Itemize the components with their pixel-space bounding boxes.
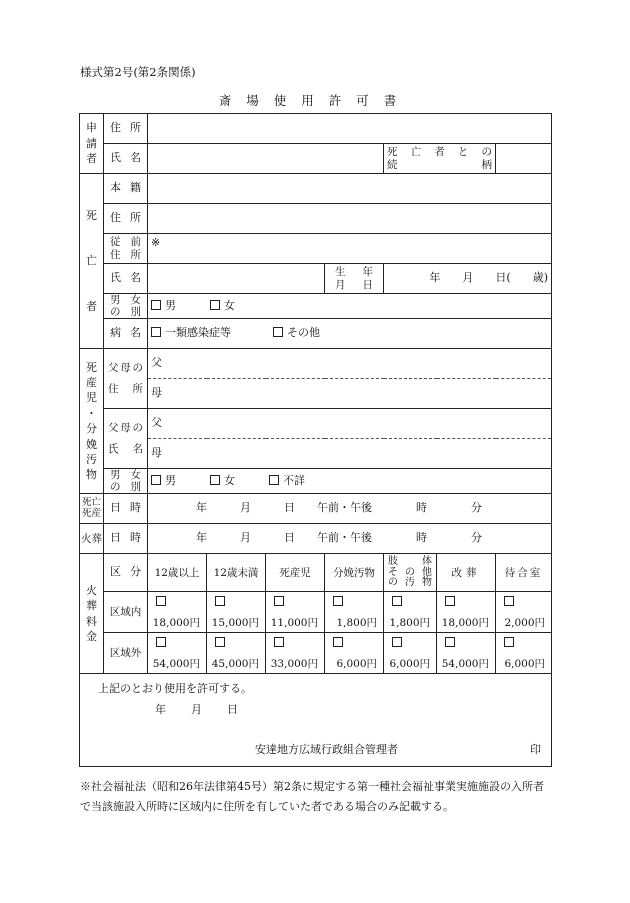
fee-inside-12-over[interactable]: 18,000円 — [151, 592, 203, 632]
death-time-label: 日時 — [104, 494, 148, 524]
mother-name-field[interactable]: 母 — [148, 439, 552, 469]
deceased-name-field[interactable] — [148, 264, 325, 294]
cremation-time-section-label: 火葬 — [80, 524, 104, 554]
stillbirth-female-option[interactable]: 女 — [210, 475, 235, 488]
fee-inside-stillbirth[interactable]: 11,000円 — [269, 592, 321, 632]
deceased-sex-label: 男女 の別 — [104, 294, 148, 319]
cremation-time-field[interactable]: 年 月 日 午前・午後 時 分 — [148, 524, 552, 554]
checkbox[interactable] — [504, 637, 514, 647]
checkbox[interactable] — [273, 327, 283, 337]
page-title: 斎場使用許可書 — [218, 93, 412, 108]
fee-outside-placenta[interactable]: 6,000円 — [328, 633, 380, 673]
stillbirth-male-option[interactable]: 男 — [151, 475, 176, 488]
form-number: 様式第2号(第2条関係) — [80, 65, 196, 79]
birth-label: 生年 月日 — [325, 264, 384, 294]
deceased-name-label: 氏名 — [104, 264, 148, 294]
checkbox[interactable] — [392, 637, 402, 647]
fee-outside-limb[interactable]: 6,000円 — [387, 633, 433, 673]
illness-other-option[interactable]: その他 — [273, 327, 320, 340]
checkbox[interactable] — [445, 637, 455, 647]
relation-label: 死亡者との 続柄 — [384, 144, 496, 174]
checkbox[interactable] — [392, 596, 402, 606]
fee-col-limb: 肢体 その他 の汚物 — [384, 554, 437, 592]
fee-outside-waiting-room[interactable]: 6,000円 — [499, 633, 548, 673]
fee-col-12-under: 12歳未満 — [207, 554, 266, 592]
checkbox[interactable] — [333, 637, 343, 647]
checkbox[interactable] — [269, 475, 279, 485]
checkbox[interactable] — [504, 596, 514, 606]
fee-col-placenta: 分娩汚物 — [325, 554, 384, 592]
permit-statement — [80, 674, 551, 766]
death-time-section-label: 死亡 死産 — [80, 494, 104, 524]
permit-date: 年 月 日 — [155, 703, 239, 717]
fee-inside-12-under[interactable]: 15,000円 — [210, 592, 262, 632]
fee-col-12-over: 12歳以上 — [148, 554, 207, 592]
checkbox[interactable] — [333, 596, 343, 606]
relation-field[interactable] — [496, 144, 552, 174]
father-name-field[interactable]: 父 — [148, 409, 552, 439]
fee-outside-stillbirth[interactable]: 33,000円 — [269, 633, 321, 673]
fee-inside-waiting-room[interactable]: 2,000円 — [499, 592, 548, 632]
applicant-address-label: 住所 — [104, 114, 148, 144]
division-label: 区分 — [104, 554, 148, 592]
inside-area-label: 区域内 — [104, 592, 148, 633]
mother-address-field[interactable]: 母 — [148, 379, 552, 409]
birth-date-field[interactable]: 年 月 日( 歳) — [384, 264, 552, 294]
checkbox[interactable] — [151, 475, 161, 485]
father-address-field[interactable]: 父 — [148, 349, 552, 379]
parents-name-label: 父母の 氏名 — [104, 409, 148, 469]
checkbox[interactable] — [445, 596, 455, 606]
permit-text: 上記のとおり使用を許可する。 — [98, 682, 252, 696]
seal-mark: 印 — [530, 743, 541, 757]
checkbox[interactable] — [151, 300, 161, 310]
fee-section-label: 火 葬 料 金 — [80, 554, 104, 674]
deceased-address-field[interactable] — [148, 204, 552, 234]
checkbox[interactable] — [210, 475, 220, 485]
illness-label: 病名 — [104, 319, 148, 349]
fee-outside-reburial[interactable]: 54,000円 — [440, 633, 492, 673]
checkbox[interactable] — [215, 596, 225, 606]
outside-area-label: 区域外 — [104, 633, 148, 674]
prev-address-field[interactable] — [148, 234, 552, 264]
fee-inside-reburial[interactable]: 18,000円 — [440, 592, 492, 632]
sex-female-option[interactable]: 女 — [210, 300, 235, 313]
domicile-field[interactable] — [148, 174, 552, 204]
stillbirth-sex-label: 男女 の別 — [104, 469, 148, 494]
stillbirth-sex-options — [148, 469, 552, 494]
checkbox[interactable] — [156, 596, 166, 606]
checkbox[interactable] — [215, 637, 225, 647]
applicant-name-field[interactable] — [148, 144, 384, 174]
death-time-field[interactable]: 年 月 日 午前・午後 時 分 — [148, 494, 552, 524]
applicant-address-field[interactable] — [148, 114, 552, 144]
fee-inside-limb[interactable]: 1,800円 — [387, 592, 433, 632]
fee-col-reburial: 改葬 — [437, 554, 496, 592]
fee-col-waiting-room: 待合室 — [496, 554, 552, 592]
sex-male-option[interactable]: 男 — [151, 300, 176, 313]
deceased-section-label: 死 亡 者 — [80, 174, 104, 349]
parents-address-label: 父母の 住所 — [104, 349, 148, 409]
stillbirth-unknown-option[interactable]: 不詳 — [269, 475, 305, 488]
stillbirth-section-label: 死 産 児 ・ 分 娩 汚 物 — [80, 349, 104, 494]
checkbox[interactable] — [274, 637, 284, 647]
applicant-section-label: 申 請 者 — [80, 114, 104, 174]
footnote: ※社会福祉法（昭和26年法律第45号）第2条に規定する第一種社会福祉事業実施施設の入所者で当該施設入所時に区域内に住所を有していた者である場合のみ記載する。 — [80, 780, 544, 813]
applicant-name-label: 氏名 — [104, 144, 148, 174]
note-mark: ※ — [151, 236, 161, 249]
fee-outside-12-under[interactable]: 45,000円 — [210, 633, 262, 673]
deceased-sex-options — [148, 294, 552, 319]
fee-outside-12-over[interactable]: 54,000円 — [151, 633, 203, 673]
permit-form-table — [79, 113, 552, 767]
checkbox[interactable] — [210, 300, 220, 310]
issuer-name: 安達地方広域行政組合管理者 — [255, 743, 398, 757]
checkbox[interactable] — [151, 327, 161, 337]
fee-inside-placenta[interactable]: 1,800円 — [328, 592, 380, 632]
illness-type1-option[interactable]: 一類感染症等 — [151, 327, 231, 340]
fee-col-stillbirth: 死産児 — [266, 554, 325, 592]
cremation-time-label: 日時 — [104, 524, 148, 554]
prev-address-label: 従前 住所 — [104, 234, 148, 264]
deceased-address-label: 住所 — [104, 204, 148, 234]
checkbox[interactable] — [156, 637, 166, 647]
checkbox[interactable] — [274, 596, 284, 606]
illness-options — [148, 319, 552, 349]
domicile-label: 本籍 — [104, 174, 148, 204]
